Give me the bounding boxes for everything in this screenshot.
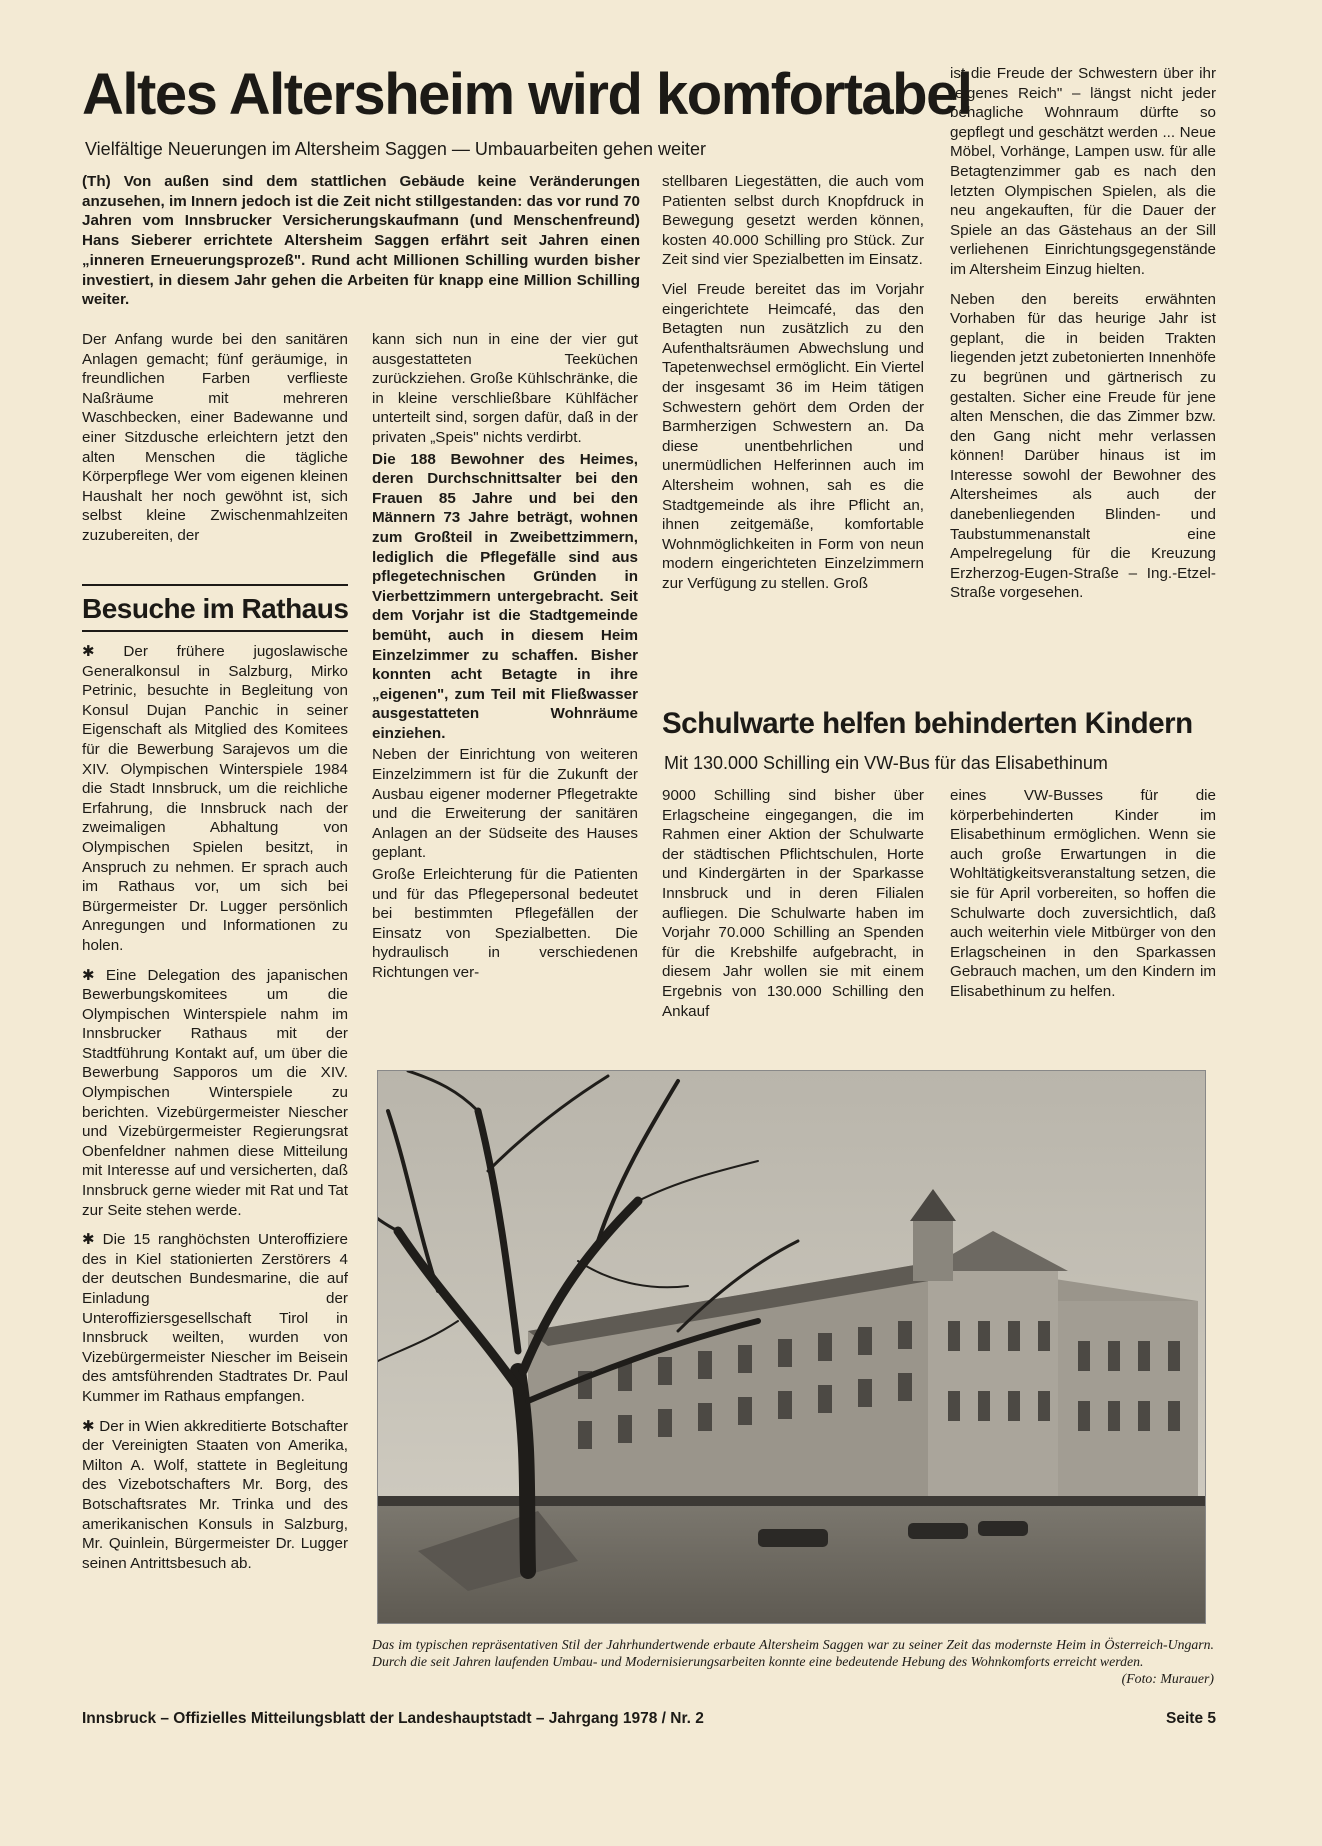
- article-col4-para-2: Neben den bereits erwähnten Vorhaben für das heurige Jahr ist geplant, die in beiden Trakten liegenden jetzt zubetonierten Innenhöfe zu begrünen und gärtnerisch zu gestalten. Sicher eine Freude für jene alten Menschen, die das Zimmer bzw. den Gang nicht mehr verlassen können! Darüber hinaus ist im Interesse sowohl der Bewohner des Altersheimes als auch der danebenliegenden Blinden- und Taubstummenanstalt eine Ampelregelung für die Kreuzung Erzherzog-Eugen-Straße – Ing.-Etzel-Straße vorgesehen.: [950, 290, 1216, 602]
- rathaus-item: ✱ Eine Delegation des japanischen Bewerbungskomitees um die Olympischen Winterspiele nahm im Innsbrucker Rathaus mit der Stadtführung Kontakt auf, um über die Bewerbung Sapporos um die XIV. Olympischen Winterspiele zu berichten. Vizebürgermeister Niescher und Vizebürgermeister Regierungsrat Obenfeldner nahmen diese Mitteilung mit Interesse auf und versicherten, daß Innsbruck gerne wieder mit Rat und Tat zur Seite stehen werde.: [82, 966, 348, 1219]
- rathaus-heading: Besuche im Rathaus: [82, 593, 349, 624]
- page-number: Seite 5: [1166, 1710, 1216, 1727]
- article-col4-para-1: ist die Freude der Schwestern über ihr „eigenes Reich" – längst nicht jeder behagliche Wohnraum dürfte so gepflegt und geschätzt werden ... Neue Möbel, Vorhänge, Lampen usw. für alle Betagtenzimmer gab es nach den letzten Olympischen Spielen, als die neu angekauften, für die Dauer der Spiele an das Gästehaus an der Sill verliehenen Einrichtungsgegenstände im Altersheim Einzug hielten.: [950, 65, 1216, 278]
- schulwarte-col1-text: 9000 Schilling sind bisher über Erlagscheine eingegangen, die im Rahmen einer Aktion der Schulwarte der städtischen Pflichtschulen, Horte und Kindergärten in der Sparkasse Innsbruck und in deren Filialen aufliegen. Die Schulwarte haben im Vorjahr 70.000 Schilling an Spenden für die Krebshilfe aufgebracht, in diesem Jahr wollen sie mit einem Ergebnis von 130.000 Schilling den Ankauf: [662, 787, 924, 1020]
- altersheim-building-illustration: [378, 1071, 1205, 1623]
- article-column-4: [950, 64, 1216, 613]
- rathaus-column: [82, 642, 348, 1583]
- article-column-2: [372, 330, 638, 993]
- schulwarte-col2-text: eines VW-Busses für die körperbehinderten Kinder im Elisabethinum ermöglichen. Wenn sie auch große Erwartungen in die Wohltätigkeitsveranstaltung setzen, die sie für April vorbereiten, so hoffen die Schulwarte doch zuversichtlich, daß auch weiterhin viele Mitbürger von den Erlagscheinen in den Sparkassen Gebrauch machen, um den Kindern im Elisabethinum zu helfen.: [950, 787, 1216, 1000]
- schulwarte-column-2: [950, 786, 1216, 1012]
- article-col2-para-4: Große Erleichterung für die Patienten und für das Pflegepersonal bedeutet bei bestimmten Pflegefällen der Einsatz von Spezialbetten. Die hydraulisch in verschiedenen Richtungen ver-: [372, 866, 638, 981]
- rathaus-item: ✱ Die 15 ranghöchsten Unteroffiziere des in Kiel stationierten Zerstörers 4 der deutschen Bundesmarine, die auf Einladung der Unteroffiziersgesellschaft Tirol in Innsbruck weilten, wurden von Vizebürgermeister Niescher im Beisein des amtsführenden Stadtrates Dr. Paul Kummer im Rathaus empfangen.: [82, 1231, 348, 1405]
- article-col3-para-1: stellbaren Liegestätten, die auch vom Patienten selbst durch Knopfdruck in Bewegung gesetzt werden können, kosten 40.000 Schilling pro Stück. Zur Zeit sind vier Spezialbetten im Einsatz.: [662, 173, 924, 269]
- article-col3-para-2: Viel Freude bereitet das im Vorjahr eingerichtete Heimcafé, das den Betagten nun zusätzlich zu den Aufenthaltsräumen Abwechslung und Tapetenwechsel ermöglicht. Ein Viertel der insgesamt 36 im Heim tätigen Schwestern gehört dem Orden der Barmherzigen Schwestern an. Da diese unentbehrlichen und unermüdlichen Helferinnen auch im Altersheim wohnen, sah es die Stadtgemeinde als ihre Pflicht an, ihnen zeitgemäße, komfortable Wohnmöglichkeiten in Form von neun modern eingerichteten Einzelzimmern zur Verfügung zu stellen. Groß: [662, 280, 924, 592]
- schulwarte-subheadline: Mit 130.000 Schilling ein VW-Bus für das Elisabethinum: [664, 753, 1108, 773]
- footer-publication: Innsbruck – Offizielles Mitteilungsblatt der Landeshauptstadt – Jahrgang 1978 / Nr. 2: [82, 1710, 704, 1727]
- article-column-3: [662, 172, 924, 603]
- article-headline: Altes Altersheim wird komfortabel: [82, 62, 972, 127]
- photo-caption-text: Das im typischen repräsentativen Stil der Jahrhundertwende erbaute Altersheim Saggen war zu seiner Zeit das modernste Heim in Österreich-Ungarn. Durch die seit Jahren laufenden Umbau- und Modernisierungsarbeiten konnte eine bedeutende Hebung des Wohnkomforts erreicht werden.: [372, 1637, 1214, 1669]
- article-col2-para-3: Neben der Einrichtung von weiteren Einzelzimmern ist für die Zukunft der Ausbau eigener moderner Pflegetrakte und die Erweiterung der sanitären Anlagen an der Südseite des Hauses geplant.: [372, 746, 638, 862]
- article-lead: (Th) Von außen sind dem stattlichen Gebäude keine Veränderungen anzusehen, im Innern jedoch ist die Zeit nicht stillgestanden: das vor rund 70 Jahren vom Innsbrucker Versicherungskaufmann (und Menschenfreund) Hans Sieberer errichtete Altersheim Saggen erfährt seit Jahren einen „inneren Erneuerungsprozeß". Rund acht Millionen Schilling wurden bisher investiert, in diesem Jahr gehen die Arbeiten für knapp eine Million Schilling weiter.: [82, 173, 640, 309]
- schulwarte-column-1: [662, 786, 924, 1031]
- photo-caption: [372, 1636, 1214, 1687]
- rathaus-item: ✱ Der in Wien akkreditierte Botschafter der Vereinigten Staaten von Amerika, Milton A. Wolf, stattete in Begleitung des Vizebotschafters Mr. Borg, des Botschaftsrates Mr. Trinka und des amerikanischen Konsuls in Salzburg, Mr. Quinlein, Bürgermeister Dr. Lugger seinen Antrittsbesuch ab.: [82, 1417, 348, 1572]
- section-divider: [82, 584, 348, 586]
- section-divider: [82, 630, 348, 632]
- rathaus-item: ✱ Der frühere jugoslawische Generalkonsul in Salzburg, Mirko Petrinic, besuchte in Begleitung von Konsul Dujan Panchic in seiner Eigenschaft als Mitglied des Komitees für die Bewerbung Sarajevos um die XIV. Olympischen Winterspiele 1984 die Stadt Innsbruck, um die reichliche Erfahrung, die Innsbruck nach der zweimaligen Abhaltung von Olympischen Spielen besitzt, in Anspruch zu nehmen. Er sprach auch im Rathaus vor, um sich bei Bürgermeister Dr. Lugger persönlich Anregungen und Informationen zu holen.: [82, 643, 348, 954]
- article-subheadline: Vielfältige Neuerungen im Altersheim Saggen — Umbauarbeiten gehen weiter: [85, 139, 707, 159]
- article-col1-text: Der Anfang wurde bei den sanitären Anlagen gemacht; fünf geräumige, in freundlichen Farben verflieste Naßräume mit mehreren Waschbecken, einer Badewanne und einer Sitzdusche erleichtern jetzt den alten Menschen die tägliche Körperpflege Wer vom eigenen kleinen Haushalt her noch gewöhnt ist, sich selbst kleine Zwischenmahlzeiten zuzubereiten, der: [82, 331, 348, 544]
- article-column-1: [82, 330, 348, 556]
- page-footer: [82, 1710, 1216, 1728]
- building-photo: [377, 1070, 1206, 1624]
- photo-credit: (Foto: Murauer): [1121, 1671, 1214, 1686]
- schulwarte-headline: Schulwarte helfen behinderten Kindern: [662, 707, 1193, 740]
- article-col2-para-2: Die 188 Bewohner des Heimes, deren Durchschnittsalter bei den Frauen 85 Jahre und bei den Männern 73 Jahre beträgt, wohnen zum Großteil in Zweibettzimmern, lediglich die Pflegefälle sind aus pflegetechnischen Gründen in Vierbettzimmern untergebracht. Seit dem Vorjahr ist die Stadtgemeinde bemüht, auch in diesem Heim Einzelzimmer zu schaffen. Bisher konnten acht Betagte in ihre „eigenen", zum Teil mit Fließwasser ausgestatteten Wohnräume einziehen.: [372, 450, 638, 742]
- article-col2-para-1: kann sich nun in eine der vier gut ausgestatteten Teeküchen zurückziehen. Große Kühlschränke, die in kleine verschließbare Kühlfächer unterteilt sind, sorgen dafür, daß in der privaten „Speis" nichts verdirbt.: [372, 331, 638, 446]
